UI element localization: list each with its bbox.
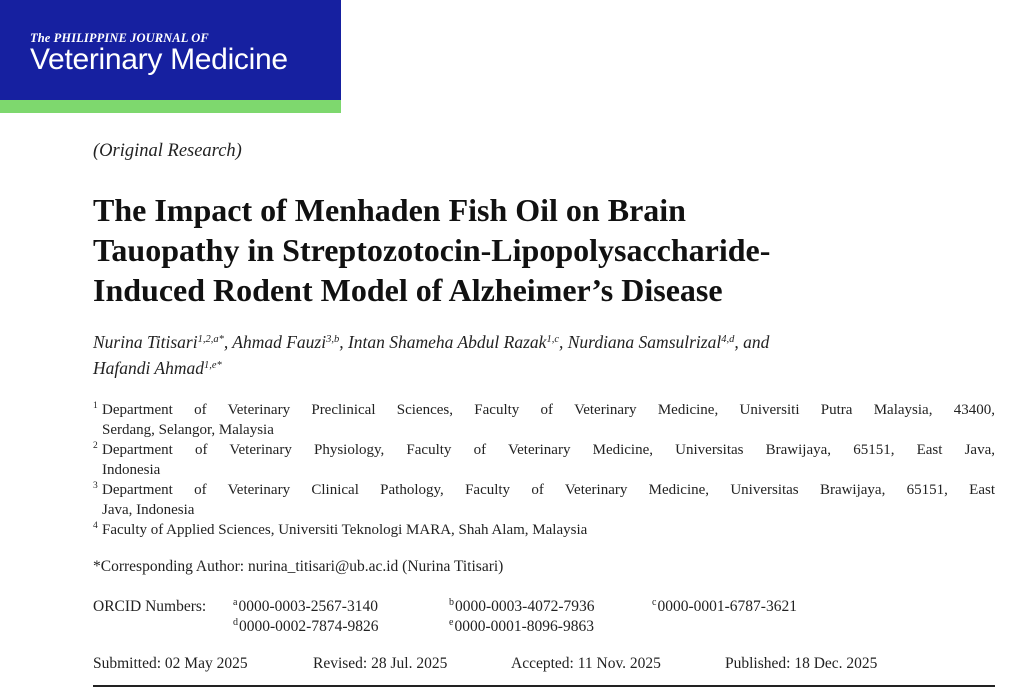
divider-rule [93, 685, 995, 687]
orcid-entry[interactable] [449, 618, 594, 636]
date-published: Published: 18 Dec. 2025 [725, 655, 878, 672]
affiliation-line: Department of Veterinary Physiology, Faculty of Veterinary Medicine, Universitas Brawijaya, 65151, East Java, [102, 442, 995, 458]
orcid-id: 0000-0002-7874-9826 [239, 618, 379, 635]
orcid-marker: b [449, 597, 454, 608]
affiliation-number: 1 [93, 401, 98, 411]
affiliation-number: 2 [93, 441, 98, 451]
author-affiliation-marker: 3,b [326, 334, 340, 345]
affiliation-number: 4 [93, 521, 98, 531]
author-affiliation-marker: 1,c [546, 334, 559, 345]
title-line: The Impact of Menhaden Fish Oil on Brain [93, 192, 686, 228]
author-line [93, 331, 1003, 357]
affiliation-list [93, 400, 995, 540]
title-line: Induced Rodent Model of Alzheimer’s Disease [93, 272, 723, 308]
affiliation-item [93, 440, 995, 480]
orcid-marker: e [449, 617, 454, 628]
author-affiliation-marker: 1,2,a* [197, 334, 224, 345]
date-accepted: Accepted: 11 Nov. 2025 [511, 655, 661, 672]
author-affiliation-marker: 1,e* [204, 360, 222, 371]
orcid-id: 0000-0001-8096-9863 [454, 618, 594, 635]
orcid-marker: c [652, 597, 657, 608]
author-name: Ahmad Fauzi [232, 332, 327, 352]
affiliation-number: 3 [93, 481, 98, 491]
date-submitted: Submitted: 02 May 2025 [93, 655, 248, 672]
author-separator: , [223, 332, 233, 352]
affiliation-item [93, 520, 995, 540]
affiliation-line: Serdang, Selangor, Malaysia [102, 422, 274, 438]
author-name: Intan Shameha Abdul Razak [347, 332, 547, 352]
author-separator: , [558, 332, 568, 352]
orcid-entry[interactable] [652, 598, 797, 616]
journal-name: Veterinary Medicine [30, 43, 288, 76]
affiliation-line: Department of Veterinary Clinical Pathology, Faculty of Veterinary Medicine, Universitas Brawijaya, 65151, East [102, 482, 995, 498]
author-separator: , and [734, 332, 770, 352]
orcid-id: 0000-0003-2567-3140 [238, 598, 378, 615]
corresponding-author: *Corresponding Author: nurina_titisari@ub.ac.id (Nurina Titisari) [93, 558, 504, 575]
article-title [93, 190, 993, 310]
orcid-entry[interactable] [233, 598, 378, 616]
author-line [93, 357, 1003, 383]
title-line: Tauopathy in Streptozotocin-Lipopolysaccharide- [93, 232, 771, 268]
affiliation-item [93, 480, 995, 520]
author-affiliation-marker: 4,d [721, 334, 735, 345]
author-name: Hafandi Ahmad [93, 358, 204, 378]
author-name: Nurina Titisari [93, 332, 198, 352]
journal-banner-stripe [0, 100, 341, 113]
journal-prefix: The PHILIPPINE JOURNAL OF [30, 31, 209, 45]
date-revised: Revised: 28 Jul. 2025 [313, 655, 448, 672]
author-name: Nurdiana Samsulrizal [567, 332, 722, 352]
article-type: (Original Research) [93, 141, 242, 161]
orcid-marker: a [233, 597, 238, 608]
affiliation-line: Faculty of Applied Sciences, Universiti Teknologi MARA, Shah Alam, Malaysia [102, 522, 588, 538]
orcid-entry[interactable] [449, 598, 595, 616]
affiliation-line: Java, Indonesia [102, 502, 195, 518]
orcid-id: 0000-0003-4072-7936 [455, 598, 595, 615]
author-list [93, 331, 1003, 383]
affiliation-item [93, 400, 995, 440]
author-separator: , [339, 332, 348, 352]
orcid-label: ORCID Numbers: [93, 598, 207, 615]
orcid-id: 0000-0001-6787-3621 [657, 598, 797, 615]
orcid-entry[interactable] [233, 618, 379, 636]
affiliation-line: Indonesia [102, 462, 161, 478]
affiliation-line: Department of Veterinary Preclinical Sciences, Faculty of Veterinary Medicine, Universiti Putra Malaysia, 43400, [102, 402, 995, 418]
orcid-marker: d [233, 617, 238, 628]
